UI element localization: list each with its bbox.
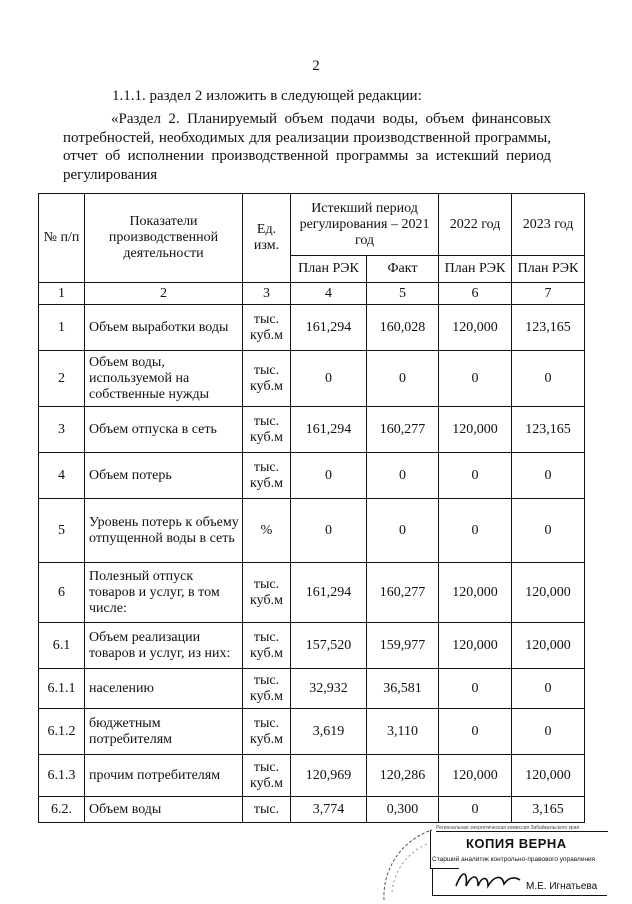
row-2022: 120,000 [439,407,512,453]
column-number: 1 [39,283,85,305]
row-plan: 161,294 [291,563,367,623]
row-2023: 0 [512,351,585,407]
row-fact: 120,286 [367,755,439,797]
header-plan-rek: План РЭК [291,256,367,283]
row-unit: тыс. куб.м [243,669,291,709]
column-number: 6 [439,283,512,305]
header-2022: 2022 год [439,194,512,256]
row-fact: 159,977 [367,623,439,669]
row-2022: 0 [439,453,512,499]
header-past-period: Истекший период регулирования – 2021 год [291,194,439,256]
row-unit: тыс. куб.м [243,453,291,499]
row-fact: 0 [367,351,439,407]
row-num: 6.1.3 [39,755,85,797]
row-2023: 120,000 [512,623,585,669]
stamp-organization: Региональная энергетическая комиссия Забайкальского края [436,825,608,832]
row-name: Полезный отпуск товаров и услуг, в том числе: [85,563,243,623]
row-2023: 123,165 [512,305,585,351]
table-row [39,305,585,351]
row-plan: 0 [291,453,367,499]
row-2022: 0 [439,797,512,823]
row-plan: 161,294 [291,407,367,453]
row-name: Объем отпуска в сеть [85,407,243,453]
intro-line: 1.1.1. раздел 2 изложить в следующей редакции: [112,88,422,104]
section-heading: «Раздел 2. Планируемый объем подачи воды, объем финансовых потребностей, необходимых для реализации производственной программы, отчет об исполнении производственной программы за истекший период регулирования [63,111,551,183]
row-2022: 120,000 [439,623,512,669]
row-num: 6.1.2 [39,709,85,755]
row-fact: 36,581 [367,669,439,709]
row-plan: 0 [291,351,367,407]
row-unit: тыс. [243,797,291,823]
row-name: Объем воды, используемой на собственные нужды [85,351,243,407]
row-name: прочим потребителям [85,755,243,797]
row-2022: 120,000 [439,755,512,797]
row-num: 2 [39,351,85,407]
row-2023: 120,000 [512,563,585,623]
header-row [39,194,585,256]
signature-mark [452,866,524,894]
header-num: № п/п [39,194,85,283]
row-2023: 123,165 [512,407,585,453]
row-2023: 3,165 [512,797,585,823]
row-plan: 3,774 [291,797,367,823]
row-unit: тыс. куб.м [243,755,291,797]
row-2023: 0 [512,709,585,755]
header-2023: 2023 год [512,194,585,256]
row-fact: 160,028 [367,305,439,351]
row-name: Объем потерь [85,453,243,499]
row-unit: тыс. куб.м [243,351,291,407]
column-number: 2 [85,283,243,305]
row-fact: 160,277 [367,563,439,623]
production-program-table [38,193,585,823]
row-name: Объем воды [85,797,243,823]
row-plan: 32,932 [291,669,367,709]
row-fact: 0 [367,499,439,563]
row-name: Уровень потерь к объему отпущенной воды в сеть [85,499,243,563]
table-row [39,709,585,755]
header-fact: Факт [367,256,439,283]
header-plan-rek: План РЭК [512,256,585,283]
row-2022: 120,000 [439,305,512,351]
row-num: 4 [39,453,85,499]
row-num: 6 [39,563,85,623]
row-fact: 160,277 [367,407,439,453]
column-number: 3 [243,283,291,305]
table-row [39,563,585,623]
row-2023: 0 [512,499,585,563]
row-name: населению [85,669,243,709]
row-2022: 120,000 [439,563,512,623]
table-row [39,669,585,709]
table-row [39,351,585,407]
row-num: 3 [39,407,85,453]
table-row [39,797,585,823]
stamp-title: КОПИЯ ВЕРНА [466,836,567,851]
row-fact: 0 [367,453,439,499]
table-row [39,623,585,669]
row-unit: тыс. куб.м [243,709,291,755]
header-indicator: Показатели производственной деятельности [85,194,243,283]
column-number: 7 [512,283,585,305]
row-plan: 161,294 [291,305,367,351]
column-number-row [39,283,585,305]
table-row [39,499,585,563]
table-row [39,755,585,797]
row-num: 5 [39,499,85,563]
header-unit: Ед. изм. [243,194,291,283]
row-unit: тыс. куб.м [243,563,291,623]
column-number: 4 [291,283,367,305]
row-name: Объем выработки воды [85,305,243,351]
row-num: 6.1.1 [39,669,85,709]
row-fact: 0,300 [367,797,439,823]
row-plan: 157,520 [291,623,367,669]
row-unit: % [243,499,291,563]
row-name: бюджетным потребителям [85,709,243,755]
row-num: 1 [39,305,85,351]
row-plan: 120,969 [291,755,367,797]
row-plan: 3,619 [291,709,367,755]
stamp-name: М.Е. Игнатьева [526,881,598,892]
row-num: 6.1 [39,623,85,669]
header-plan-rek: План РЭК [439,256,512,283]
row-name: Объем реализации товаров и услуг, из них: [85,623,243,669]
row-unit: тыс. куб.м [243,407,291,453]
row-num: 6.2. [39,797,85,823]
row-unit: тыс. куб.м [243,305,291,351]
row-fact: 3,110 [367,709,439,755]
row-plan: 0 [291,499,367,563]
row-2022: 0 [439,669,512,709]
row-2022: 0 [439,709,512,755]
row-2022: 0 [439,351,512,407]
row-2023: 120,000 [512,755,585,797]
row-2023: 0 [512,453,585,499]
row-2022: 0 [439,499,512,563]
column-number: 5 [367,283,439,305]
row-2023: 0 [512,669,585,709]
table-row [39,407,585,453]
table-row [39,453,585,499]
stamp-position: Старший аналитик контрольно-правового управления [432,856,596,863]
page-number: 2 [312,58,320,74]
row-unit: тыс. куб.м [243,623,291,669]
stamp-bracket [430,830,459,869]
